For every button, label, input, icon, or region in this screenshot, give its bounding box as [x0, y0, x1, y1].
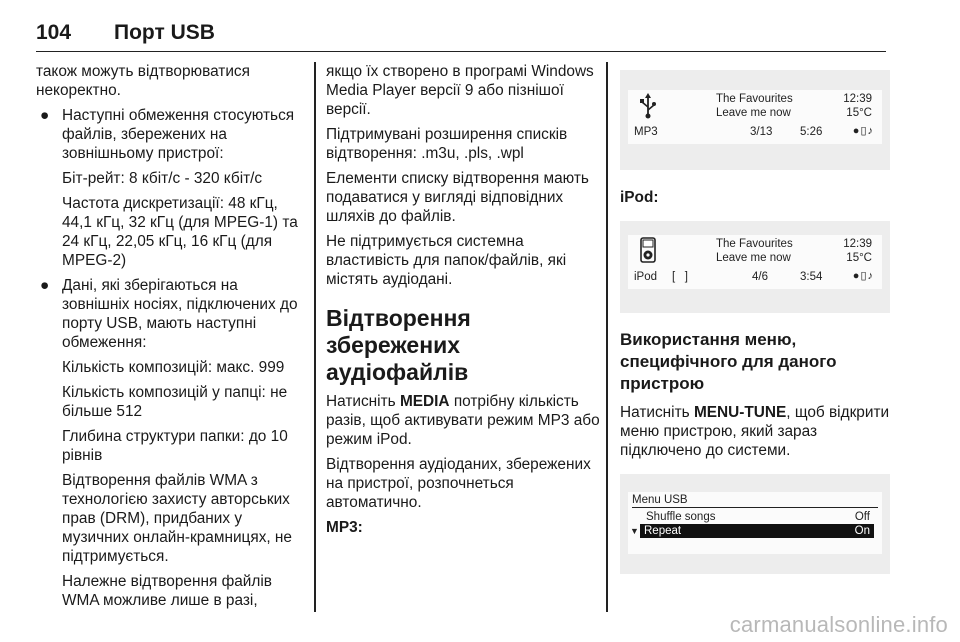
sub-item: Кількість композицій у папці: не більше 512 [62, 384, 288, 420]
ipod-icon [640, 237, 656, 263]
display-screenshot-mp3 [620, 70, 890, 170]
song-title: The Favourites [716, 238, 793, 250]
text-run: потрібну кількість разів, щоб активувати режим MP3 або режим iPod. [326, 393, 600, 448]
column-middle [326, 62, 600, 543]
track-counter: 3/13 [750, 126, 773, 138]
sub-item: Біт-рейт: 8 кбіт/с - 320 кбіт/с [62, 170, 263, 187]
lcd-panel [628, 90, 882, 144]
sub-item: Глибина структури папки: до 10 рівнів [62, 428, 288, 464]
menu-divider [632, 507, 878, 508]
subsection-heading: Використання меню, специфічного для даного пристрою [620, 330, 837, 393]
paragraph [326, 392, 600, 449]
menu-row-shuffle [640, 510, 874, 524]
bullet-text: Дані, які зберігаються на зовнішніх носіях, підключених до порту USB, мають наступні обмеження: [62, 277, 298, 351]
song-subtitle: Leave me now [716, 252, 791, 264]
mode-label: iPod [634, 271, 658, 283]
bullet-dot-icon: ● [40, 277, 50, 294]
text-run: , щоб відкрити меню пристрою, який зараз підключено до системи. [620, 404, 890, 459]
key-label: MEDIA [399, 393, 450, 410]
song-title: The Favourites [716, 93, 793, 105]
bullet-dot-icon: ● [40, 107, 50, 124]
sub-item: Належне відтворення файлів WMA можливе лише в разі, [62, 573, 272, 609]
text-run: Натисніть [326, 393, 400, 410]
page-title: Порт USB [114, 21, 215, 44]
sub-item: Кількість композицій: макс. 999 [62, 359, 285, 376]
menu-item-label: Shuffle songs [646, 511, 716, 523]
display-screenshot-menu [620, 474, 890, 574]
paragraph: якщо їх створено в програмі Windows Media Player версії 9 або пізнішої версії. [326, 63, 594, 118]
usb-icon [638, 93, 658, 119]
section-heading: Відтворення збережених аудіофайлів [326, 305, 471, 385]
mode-label: MP3 [634, 126, 658, 138]
column-right [620, 62, 890, 574]
status-icons: ●▯♪ [852, 125, 874, 137]
mp3-label: MP3: [326, 519, 363, 536]
clock: 12:39 [843, 93, 872, 105]
text-run: Натисніть [620, 404, 694, 421]
temperature: 15°C [846, 107, 872, 119]
paragraph: Елементи списку відтворення мають подаватися у вигляді відповідних шляхів до файлів. [326, 170, 589, 225]
column-divider [606, 62, 608, 612]
bullet-text: Наступні обмеження стосуються файлів, збережених на зовнішньому пристрої: [62, 107, 295, 162]
paragraph: Підтримувані розширення списків відтворення: .m3u, .pls, .wpl [326, 126, 568, 162]
menu-title: Menu USB [632, 494, 688, 506]
sub-item: Відтворення файлів WMA з технологією захисту авторських прав (DRM), придбаних у музичних онлайн-крамницях, не підтримується. [62, 472, 292, 565]
page-number: 104 [36, 21, 72, 44]
track-duration: 5:26 [800, 126, 823, 138]
menu-item-value: On [854, 525, 870, 537]
bullet-item [36, 276, 306, 352]
paragraph: також можуть відтворюватися некоректно. [36, 63, 250, 99]
clock: 12:39 [843, 238, 872, 250]
paragraph: Не підтримується системна властивість для папок/файлів, які містять аудіодані. [326, 233, 567, 288]
page-header [36, 0, 886, 52]
track-counter: 4/6 [752, 271, 768, 283]
lcd-panel [628, 235, 882, 289]
menu-row-repeat [640, 524, 874, 538]
temperature: 15°C [846, 252, 872, 264]
paragraph [620, 403, 890, 460]
column-divider [314, 62, 316, 612]
bullet-item [36, 106, 306, 163]
column-left [36, 62, 306, 616]
display-screenshot-ipod [620, 221, 890, 313]
ipod-label: iPod: [620, 189, 659, 206]
lcd-panel [628, 492, 882, 554]
track-duration: 3:54 [800, 271, 823, 283]
folder-brackets: [ ] [672, 271, 688, 283]
key-label: MENU-TUNE [693, 404, 787, 421]
song-subtitle: Leave me now [716, 107, 791, 119]
sub-item: Частота дискретизації: 48 кГц, 44,1 кГц, 32 кГц (для MPEG-1) та 24 кГц, 22,05 кГц, 16 кГц (для MPEG-2) [62, 195, 298, 269]
status-icons: ●▯♪ [852, 270, 874, 282]
menu-arrow-icon: ▼ [630, 526, 639, 536]
menu-item-label: Repeat [644, 525, 682, 537]
menu-item-value: Off [854, 511, 870, 523]
watermark: carmanualsonline.info [729, 612, 948, 637]
paragraph: Відтворення аудіоданих, збережених на пристрої, розпочнеться автоматично. [326, 456, 591, 511]
